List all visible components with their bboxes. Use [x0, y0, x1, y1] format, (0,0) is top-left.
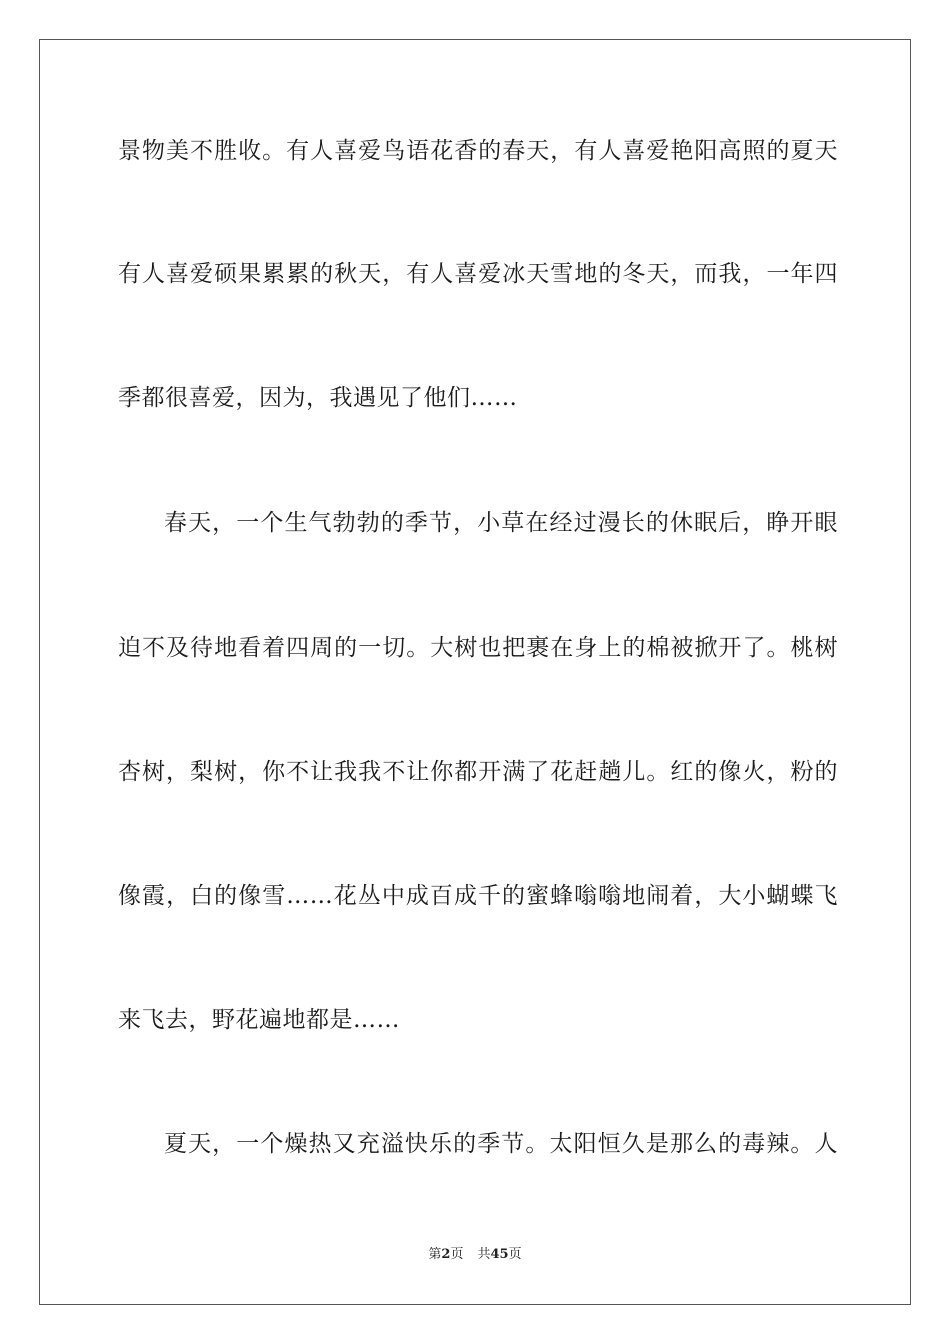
text-line-1: 景物美不胜收。有人喜爱鸟语花香的春天，有人喜爱艳阳高照的夏天 — [118, 138, 838, 164]
page-suffix: 页 — [450, 1247, 464, 1262]
paragraph-summer-first-line: 夏天，一个燥热又充溢快乐的季节。太阳恒久是那么的毒辣。人 — [164, 1131, 838, 1157]
text-line-8: 来飞去，野花遍地都是…… — [118, 1007, 400, 1033]
text-line-5: 迫不及待地看着四周的一切。大树也把裹在身上的棉被掀开了。桃树 — [118, 635, 838, 661]
text-line-3: 季都很喜爱，因为，我遇见了他们…… — [118, 385, 518, 411]
page-current: 2 — [441, 1247, 451, 1262]
total-suffix: 页 — [508, 1247, 522, 1262]
text-line-7: 像霞，白的像雪……花丛中成百成千的蜜蜂嗡嗡地闹着，大小蝴蝶飞 — [118, 883, 838, 909]
total-prefix: 共 — [477, 1247, 491, 1262]
page-frame — [39, 39, 911, 1305]
text-line-6: 杏树，梨树，你不让我我不让你都开满了花赶趟儿。红的像火，粉的 — [118, 759, 838, 785]
paragraph-spring-first-line: 春天，一个生气勃勃的季节，小草在经过漫长的休眠后，睁开眼 — [164, 510, 838, 536]
text-line-2: 有人喜爱硕果累累的秋天，有人喜爱冰天雪地的冬天，而我，一年四 — [118, 261, 838, 287]
page-prefix: 第 — [428, 1247, 442, 1262]
page-total: 45 — [490, 1247, 509, 1262]
page-footer — [0, 1246, 950, 1264]
